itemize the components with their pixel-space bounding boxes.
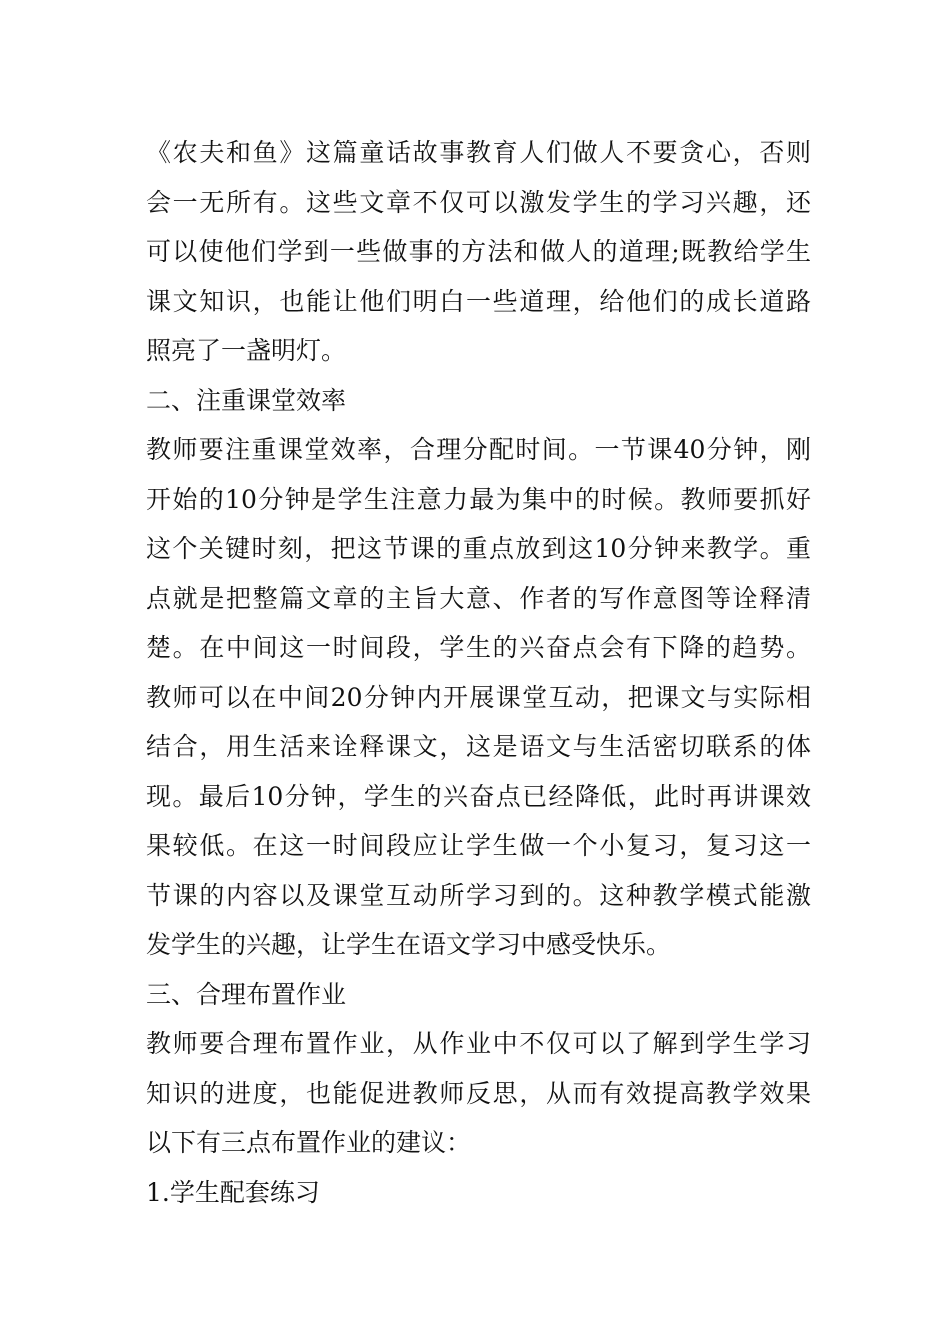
section-heading: 二、注重课堂效率 [146, 385, 347, 415]
paragraph-line: 知识的进度，也能促进教师反思，从而有效提高教学效果 [146, 1078, 811, 1108]
paragraph-line: 果较低。在这一时间段应让学生做一个小复习，复习这一 [146, 831, 811, 860]
paragraph-line: 发学生的兴趣，让学生在语文学习中感受快乐。 [146, 930, 672, 959]
paragraph-line: 课文知识，也能让他们明白一些道理，给他们的成长道路 [146, 286, 811, 316]
paragraph-line: 楚。在中间这一时间段，学生的兴奋点会有下降的趋势。 [146, 633, 811, 662]
section-heading: 三、合理布置作业 [146, 979, 347, 1009]
paragraph-line: 节课的内容以及课堂互动所学习到的。这种教学模式能激 [146, 880, 811, 910]
paragraph-line: 现。最后10分钟，学生的兴奋点已经降低，此时再讲课效 [146, 781, 811, 811]
list-item-heading: 1.学生配套练习 [146, 1177, 320, 1207]
paragraph-line: 照亮了一盏明灯。 [146, 336, 347, 365]
paragraph-line: 教师可以在中间20分钟内开展课堂互动，把课文与实际相 [146, 682, 811, 712]
paragraph-line: 教师要合理布置作业，从作业中不仅可以了解到学生学习 [146, 1029, 811, 1058]
document-page [146, 128, 811, 1217]
paragraph-line: 可以使他们学到一些做事的方法和做人的道理;既教给学生 [146, 237, 811, 266]
paragraph-line: 教师要注重课堂效率，合理分配时间。一节课40分钟，刚 [146, 435, 811, 464]
paragraph-line: 结合，用生活来诠释课文，这是语文与生活密切联系的体 [146, 732, 811, 761]
paragraph-line: 开始的10分钟是学生注意力最为集中的时候。教师要抓好 [146, 484, 811, 514]
paragraph-line: 点就是把整篇文章的主旨大意、作者的写作意图等诠释清 [146, 583, 811, 613]
paragraph-line: 以下有三点布置作业的建议： [146, 1128, 472, 1157]
paragraph-line: 会一无所有。这些文章不仅可以激发学生的学习兴趣，还 [146, 187, 811, 217]
paragraph-line: 这个关键时刻，把这节课的重点放到这10分钟来教学。重 [146, 534, 811, 563]
paragraph-line: 《农夫和鱼》这篇童话故事教育人们做人不要贪心，否则 [146, 138, 811, 167]
